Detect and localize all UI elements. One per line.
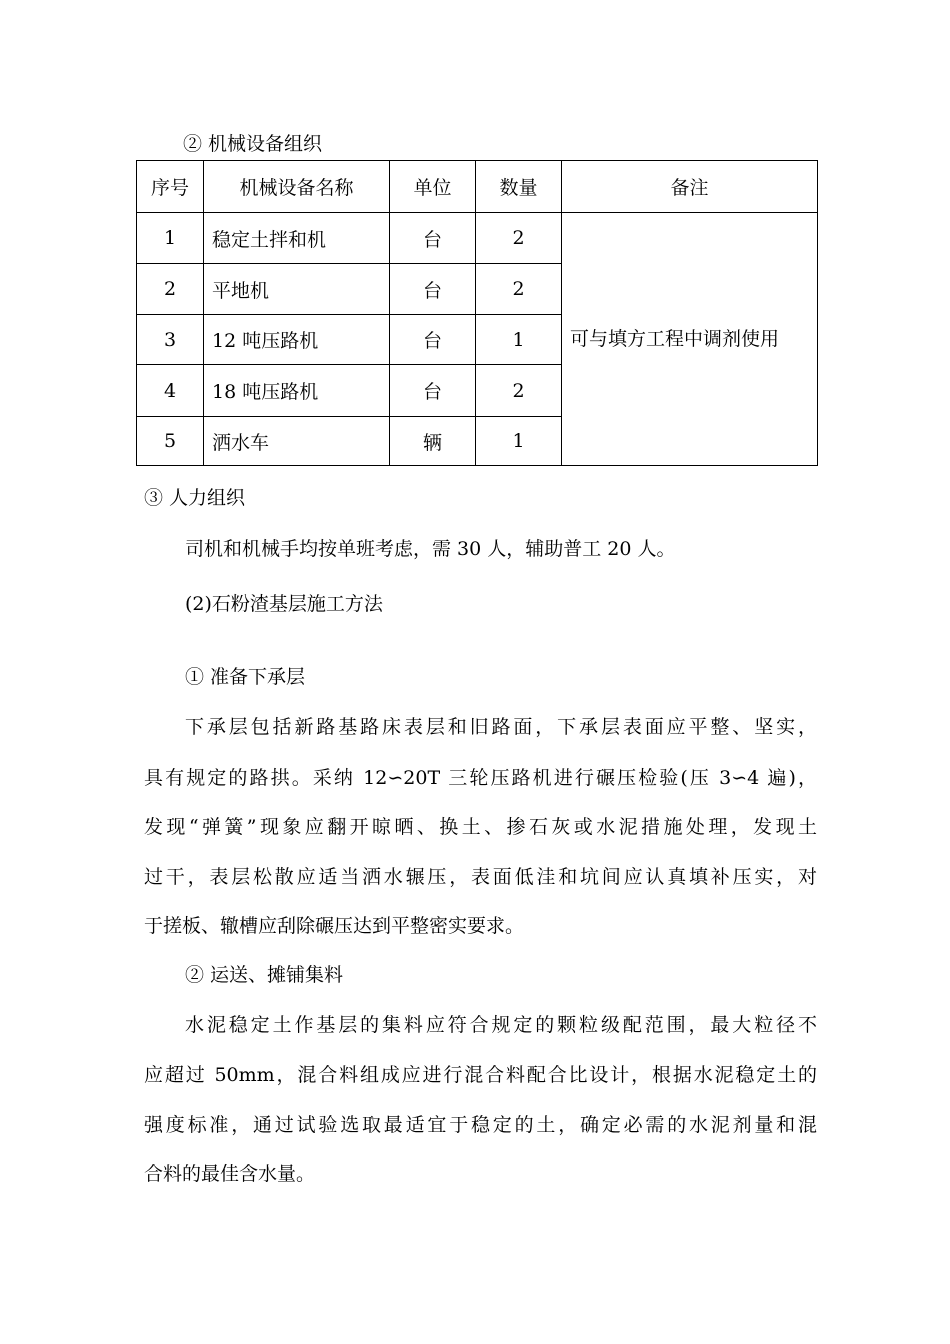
labor-heading: ③ 人力组织 <box>144 487 246 509</box>
header-qty: 数量 <box>476 161 562 213</box>
cell-qty: 2 <box>476 213 562 264</box>
cell-name: 稳定土拌和机 <box>204 213 390 264</box>
table-row <box>137 213 818 264</box>
header-no: 序号 <box>137 161 204 213</box>
machinery-heading: ② 机械设备组织 <box>183 133 323 155</box>
prepare-line: 下承层包括新路基路床表层和旧路面，下承层表面应平整、坚实， <box>185 716 817 738</box>
prepare-line: 具有规定的路拱。采纳 12∽20T 三轮压路机进行碾压检验(压 3∽4 遍)， <box>144 767 817 789</box>
cell-unit: 台 <box>390 365 476 417</box>
cell-no: 5 <box>137 417 204 466</box>
equipment-table <box>136 160 818 466</box>
cell-qty: 2 <box>476 264 562 315</box>
cell-unit: 台 <box>390 264 476 315</box>
transport-line: 应超过 50mm，混合料组成应进行混合料配合比设计，根据水泥稳定土的 <box>144 1064 817 1086</box>
cell-no: 3 <box>137 315 204 365</box>
transport-line: 强度标准，通过试验选取最适宜于稳定的土，确定必需的水泥剂量和混 <box>144 1114 817 1136</box>
cell-name: 平地机 <box>204 264 390 315</box>
transport-heading: ② 运送、摊铺集料 <box>185 964 344 986</box>
prepare-line: 发现“弹簧”现象应翻开晾晒、换土、掺石灰或水泥措施处理，发现土 <box>144 816 817 838</box>
cell-name: 12 吨压路机 <box>204 315 390 365</box>
transport-line: 合料的最佳含水量。 <box>144 1163 316 1185</box>
cell-unit: 辆 <box>390 417 476 466</box>
transport-line: 水泥稳定土作基层的集料应符合规定的颗粒级配范围，最大粒径不 <box>185 1014 817 1036</box>
prepare-line: 于搓板、辙槽应刮除碾压达到平整密实要求。 <box>144 915 525 937</box>
cell-unit: 台 <box>390 315 476 365</box>
labor-text: 司机和机械手均按单班考虑，需 30 人，辅助普工 20 人。 <box>185 538 676 560</box>
header-unit: 单位 <box>390 161 476 213</box>
prepare-line: 过干，表层松散应适当洒水辗压，表面低洼和坑间应认真填补压实，对 <box>144 866 817 888</box>
cell-qty: 1 <box>476 417 562 466</box>
cell-name: 洒水车 <box>204 417 390 466</box>
header-remark: 备注 <box>562 161 818 213</box>
cell-qty: 1 <box>476 315 562 365</box>
cell-no: 2 <box>137 264 204 315</box>
header-name: 机械设备名称 <box>204 161 390 213</box>
prepare-heading: ① 准备下承层 <box>185 666 306 688</box>
table-header-row <box>137 161 818 213</box>
cell-name: 18 吨压路机 <box>204 365 390 417</box>
cell-no: 1 <box>137 213 204 264</box>
cell-no: 4 <box>137 365 204 417</box>
cell-unit: 台 <box>390 213 476 264</box>
cell-remark: 可与填方工程中调剂使用 <box>562 213 818 466</box>
method-heading: (2)石粉渣基层施工方法 <box>185 593 383 615</box>
cell-qty: 2 <box>476 365 562 417</box>
